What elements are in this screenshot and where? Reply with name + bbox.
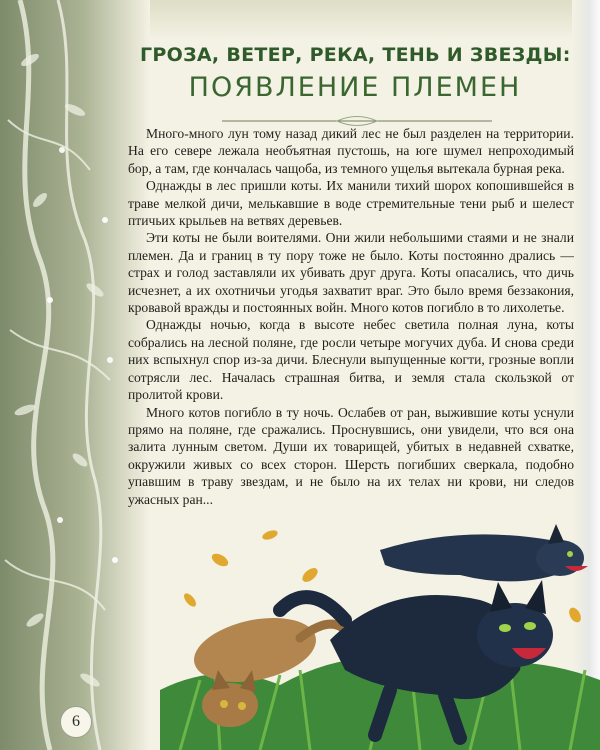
paragraph: Много-много лун тому назад дикий лес не был разделен на территории. На его севере лежала необъятная пустошь, на юге шумел непроходимый бор, а там, где кончалась чащоба, из темного ущелья вытекала бурная река. [128, 126, 574, 176]
paragraph: Однажды в лес пришли коты. Их манили тихий шорох копошившейся в траве мелкой дичи, мелькавшие в воде стремительные тени рыб и шелест птичьих крыльев на ветвях деревьев. [128, 178, 574, 229]
cats-fighting-illustration [160, 520, 600, 750]
paragraph: Однажды ночью, когда в высоте небес светила полная луна, коты собрались на лесной поляне, где росли четыре могучих дуба. И снова среди них вспыхнул спор из-за дичи. Блеснули выпущенные когти, грозные вопли сотрясли лес. Началась страшная битва, и земля стала скользкой от пролитой крови. [128, 317, 574, 403]
paragraph: Много котов погибло в ту ночь. Ослабев от ран, выжившие коты уснули прямо на поляне, где сражались. Проснувшись, они увидели, что вся она залита лунным светом. Души их товарищей, убитых в недавней схватке, окружили живых со всех сторон. Шерсть погибших сверкала, подобно упавшим в траву звездам, и не было на их телах ни крови, ни следов ужасных ран... [128, 404, 574, 507]
chapter-title: ПОЯВЛЕНИЕ ПЛЕМЕН [188, 72, 522, 103]
chapter-subtitle: ГРОЗА, ВЕТЕР, РЕКА, ТЕНЬ И ЗВЕЗДЫ: [140, 44, 571, 66]
story-text [128, 125, 574, 508]
page-number: 6 [60, 706, 92, 738]
leaping-black-cat [380, 524, 588, 581]
paragraph: Эти коты не были воителями. Они жили небольшими стаями и не знали племен. Да и границ в ту пору тоже не было. Коты постоянно дрались — страх и голод заставляли их убивать друг друга. Коты опасались, что дичь исчезнет, а их охотничьи угодья захватит враг. Это было время беззакония, кровавой вражды и постоянных войн. Много котов погибло в то лихолетье. [128, 230, 574, 316]
